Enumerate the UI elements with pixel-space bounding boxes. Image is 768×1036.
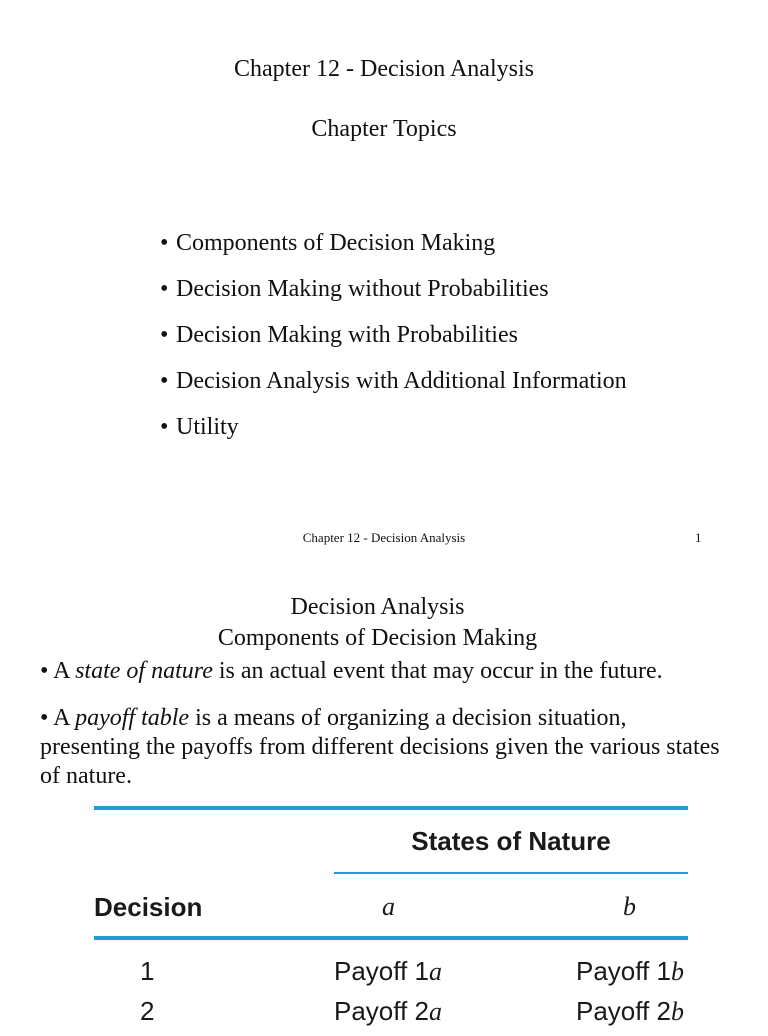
table-top-rule xyxy=(94,806,688,810)
para-prefix: • A xyxy=(40,705,76,731)
payoff-table xyxy=(94,806,688,1024)
slide-title: Chapter 12 - Decision Analysis xyxy=(234,56,534,82)
table-body-rule xyxy=(94,936,688,940)
bullet-icon: • xyxy=(160,322,169,348)
para-prefix: • A xyxy=(40,658,76,684)
decision-cell: 1 xyxy=(140,956,155,986)
topic-label: Decision Analysis with Additional Information xyxy=(176,368,627,394)
payoff-a-cell xyxy=(334,956,442,987)
decision-column-header: Decision xyxy=(94,892,203,922)
payoff-b-cell xyxy=(576,956,684,987)
page-number: 1 xyxy=(695,530,702,545)
topic-label: Decision Making with Probabilities xyxy=(176,322,518,348)
topic-item xyxy=(160,274,627,320)
topic-item xyxy=(160,228,627,274)
state-a-header: a xyxy=(382,892,395,921)
footer-title: Chapter 12 - Decision Analysis xyxy=(302,530,466,545)
topic-label: Utility xyxy=(176,414,239,440)
section-heading-line1: Decision Analysis xyxy=(290,594,465,620)
topic-list xyxy=(160,228,627,458)
table-header-rule xyxy=(334,872,688,874)
para-term: state of nature xyxy=(75,658,213,684)
section-heading-line2: Components of Decision Making xyxy=(217,625,538,651)
state-b-header: b xyxy=(623,892,636,921)
topic-item xyxy=(160,366,627,412)
slide-subtitle: Chapter Topics xyxy=(311,116,457,142)
table-row xyxy=(94,956,688,996)
topic-label: Decision Making without Probabilities xyxy=(176,276,549,302)
para-text: is a means of organizing a decision situation, presenting the payoffs from different decisions given the various states of nature. xyxy=(40,705,720,789)
bullet-icon: • xyxy=(160,414,169,440)
section-heading xyxy=(0,592,755,654)
payoff-label: Payoff 1 xyxy=(334,956,429,986)
payoff-table-definition xyxy=(40,704,720,791)
topic-label: Components of Decision Making xyxy=(176,230,496,256)
topic-item xyxy=(160,320,627,366)
state-of-nature-definition xyxy=(40,657,720,686)
states-of-nature-header: States of Nature xyxy=(411,826,611,856)
decision-cell: 2 xyxy=(140,996,155,1026)
payoff-suffix: b xyxy=(670,957,684,986)
para-term: payoff table xyxy=(75,705,190,731)
topic-item xyxy=(160,412,627,458)
bullet-icon: • xyxy=(160,368,169,394)
payoff-suffix: a xyxy=(428,957,442,986)
payoff-suffix: a xyxy=(428,997,442,1026)
payoff-label: Payoff 1 xyxy=(576,956,671,986)
payoff-label: Payoff 2 xyxy=(576,996,671,1026)
payoff-suffix: b xyxy=(670,997,684,1026)
payoff-b-cell xyxy=(576,996,684,1027)
table-row xyxy=(94,996,688,1036)
bullet-icon: • xyxy=(160,230,169,256)
payoff-a-cell xyxy=(334,996,442,1027)
payoff-label: Payoff 2 xyxy=(334,996,429,1026)
bullet-icon: • xyxy=(160,276,169,302)
para-text: is an actual event that may occur in the future. xyxy=(212,658,663,684)
